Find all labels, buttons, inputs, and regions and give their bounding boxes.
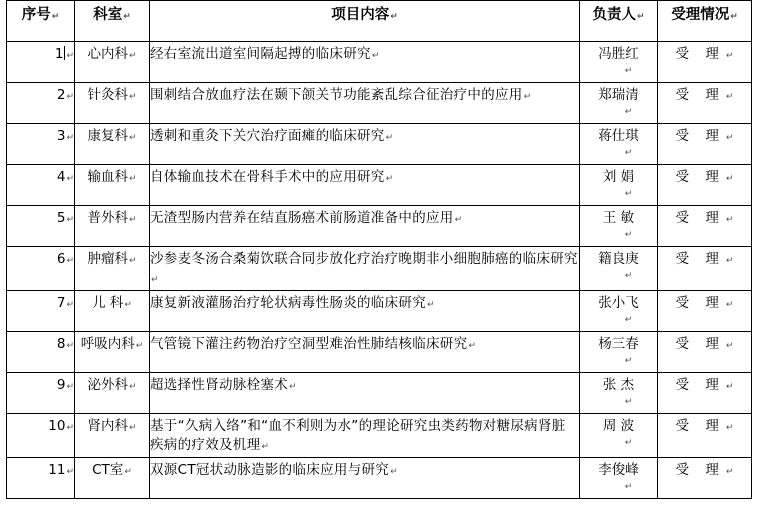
paragraph-mark-icon: ↵ bbox=[725, 256, 734, 266]
cell-status[interactable] bbox=[658, 373, 752, 414]
cell-no[interactable] bbox=[7, 414, 75, 458]
paragraph-mark-icon: ↵ bbox=[725, 215, 734, 225]
table-header-row bbox=[7, 1, 752, 42]
cell-project[interactable] bbox=[150, 165, 580, 206]
cell-dept[interactable] bbox=[75, 458, 150, 499]
paragraph-mark-icon: ↵ bbox=[66, 256, 74, 266]
cell-status-text: 受 理 bbox=[675, 169, 725, 185]
cell-no-text: 8 bbox=[56, 336, 66, 352]
cell-person[interactable] bbox=[580, 42, 658, 83]
cell-status[interactable] bbox=[658, 291, 752, 332]
cell-person-text: 蒋仕琪 bbox=[598, 128, 639, 144]
table-row bbox=[7, 124, 752, 165]
paragraph-mark-icon: ↵ bbox=[385, 133, 394, 143]
cell-person-text: 王 敏 bbox=[602, 210, 635, 226]
header-project-label: 项目内容 bbox=[331, 7, 390, 23]
table-row bbox=[7, 165, 752, 206]
cell-status[interactable] bbox=[658, 165, 752, 206]
paragraph-mark-icon: ↵ bbox=[730, 12, 738, 22]
paragraph-mark-icon: ↵ bbox=[51, 12, 60, 22]
cell-person-text: 李俊峰 bbox=[598, 462, 639, 478]
header-project bbox=[150, 1, 580, 42]
cell-dept[interactable] bbox=[75, 165, 150, 206]
paragraph-mark-icon: ↵ bbox=[468, 341, 476, 351]
paragraph-mark-icon: ↵ bbox=[624, 271, 633, 281]
paragraph-mark-icon: ↵ bbox=[390, 467, 398, 477]
table-row bbox=[7, 414, 752, 458]
paragraph-mark-icon: ↵ bbox=[385, 174, 394, 184]
cell-person-text: 杨三春 bbox=[598, 336, 639, 352]
cell-no[interactable] bbox=[7, 332, 75, 373]
cell-project-text: 基于“久病入络”和“血不利则为水”的理论研究虫类药物对糖尿病肾脏疾病的疗效及机理 bbox=[150, 418, 566, 453]
cell-project[interactable] bbox=[150, 414, 580, 458]
paragraph-mark-icon: ↵ bbox=[128, 423, 137, 433]
cell-project-text: 沙参麦冬汤合桑菊饮联合同步放化疗治疗晚期非小细胞肺癌的临床研究 bbox=[150, 251, 578, 267]
cell-person[interactable] bbox=[580, 247, 658, 291]
cell-dept-text: 儿 科 bbox=[92, 295, 124, 311]
cell-status-text: 受 理 bbox=[675, 46, 725, 62]
paragraph-mark-icon: ↵ bbox=[128, 215, 137, 225]
paragraph-mark-icon: ↵ bbox=[128, 174, 137, 184]
cell-dept-text: 针灸科 bbox=[87, 87, 128, 103]
paragraph-mark-icon: ↵ bbox=[66, 300, 74, 310]
paragraph-mark-icon: ↵ bbox=[624, 230, 633, 240]
table-row bbox=[7, 458, 752, 499]
paragraph-mark-icon: ↵ bbox=[128, 51, 137, 61]
cell-status-text: 受 理 bbox=[675, 87, 725, 103]
header-dept-label: 科室 bbox=[93, 7, 123, 23]
cell-no[interactable] bbox=[7, 124, 75, 165]
cell-dept[interactable] bbox=[75, 373, 150, 414]
cell-no-text: 5 bbox=[56, 210, 66, 226]
paragraph-mark-icon: ↵ bbox=[725, 174, 734, 184]
paragraph-mark-icon: ↵ bbox=[66, 215, 74, 225]
paragraph-mark-icon: ↵ bbox=[725, 382, 734, 392]
header-status-label: 受理情况 bbox=[671, 7, 730, 23]
cell-project-text: 双源CT冠状动脉造影的临床应用与研究 bbox=[150, 462, 390, 478]
cell-dept-text: 普外科 bbox=[87, 210, 128, 226]
cell-status-text: 受 理 bbox=[675, 128, 725, 144]
cell-status-text: 受 理 bbox=[675, 251, 725, 267]
paragraph-mark-icon: ↵ bbox=[128, 92, 137, 102]
cell-status[interactable] bbox=[658, 206, 752, 247]
cell-no-text: 2 bbox=[56, 87, 66, 103]
cell-no-text: 3 bbox=[56, 128, 66, 144]
cell-status[interactable] bbox=[658, 124, 752, 165]
cell-project[interactable] bbox=[150, 247, 580, 291]
paragraph-mark-icon: ↵ bbox=[66, 382, 74, 392]
paragraph-mark-icon: ↵ bbox=[523, 92, 532, 102]
cell-no-text: 9 bbox=[56, 377, 66, 393]
cell-no[interactable] bbox=[7, 291, 75, 332]
paragraph-mark-icon: ↵ bbox=[624, 189, 633, 199]
paragraph-mark-icon: ↵ bbox=[725, 467, 734, 477]
cell-dept-text: 肾内科 bbox=[87, 418, 128, 434]
cell-dept-text: 肿瘤科 bbox=[87, 251, 128, 267]
cell-no[interactable] bbox=[7, 42, 75, 83]
paragraph-mark-icon: ↵ bbox=[66, 51, 74, 61]
cell-person[interactable] bbox=[580, 332, 658, 373]
cell-dept[interactable] bbox=[75, 42, 150, 83]
cell-status-text: 受 理 bbox=[675, 462, 725, 478]
cell-project-text: 超选择性肾动脉栓塞术 bbox=[150, 377, 288, 393]
paragraph-mark-icon: ↵ bbox=[124, 300, 132, 310]
header-person-label: 负责人 bbox=[592, 7, 636, 23]
cell-no[interactable] bbox=[7, 373, 75, 414]
table-body bbox=[7, 42, 752, 499]
table-row bbox=[7, 373, 752, 414]
cell-dept[interactable] bbox=[75, 414, 150, 458]
cell-person[interactable] bbox=[580, 373, 658, 414]
paragraph-mark-icon: ↵ bbox=[66, 174, 74, 184]
cell-no-text: 7 bbox=[56, 295, 66, 311]
cell-person[interactable] bbox=[580, 124, 658, 165]
cell-project[interactable] bbox=[150, 332, 580, 373]
cell-person-text: 冯胜红 bbox=[598, 46, 639, 62]
cell-dept-text: 呼吸内科 bbox=[80, 336, 135, 352]
table-row bbox=[7, 83, 752, 124]
cell-dept[interactable] bbox=[75, 124, 150, 165]
paragraph-mark-icon: ↵ bbox=[725, 341, 734, 351]
cell-no-text: 10 bbox=[48, 418, 66, 434]
cell-no-text: 4 bbox=[56, 169, 66, 185]
cell-status-text: 受 理 bbox=[675, 210, 725, 226]
cell-dept-text: CT室 bbox=[92, 462, 124, 478]
table-row bbox=[7, 247, 752, 291]
cell-dept-text: 输血科 bbox=[87, 169, 128, 185]
cell-no[interactable] bbox=[7, 206, 75, 247]
cell-project-text: 围刺结合放血疗法在颞下颌关节功能紊乱综合征治疗中的应用 bbox=[150, 87, 523, 103]
header-person bbox=[580, 1, 658, 42]
paragraph-mark-icon: ↵ bbox=[128, 382, 137, 392]
paragraph-mark-icon: ↵ bbox=[725, 423, 734, 433]
cell-no-text: 1 bbox=[54, 46, 64, 62]
cell-no[interactable] bbox=[7, 458, 75, 499]
paragraph-mark-icon: ↵ bbox=[454, 215, 463, 225]
cell-project[interactable] bbox=[150, 458, 580, 499]
cell-project[interactable] bbox=[150, 206, 580, 247]
cell-no-text: 11 bbox=[48, 462, 66, 478]
cell-person-text: 籍良庚 bbox=[598, 251, 639, 267]
header-status bbox=[658, 1, 752, 42]
cell-dept-text: 泌外科 bbox=[87, 377, 128, 393]
header-dept bbox=[75, 1, 150, 42]
paragraph-mark-icon: ↵ bbox=[371, 51, 380, 61]
cell-no[interactable] bbox=[7, 83, 75, 124]
cell-project[interactable] bbox=[150, 124, 580, 165]
paragraph-mark-icon: ↵ bbox=[135, 341, 144, 351]
paragraph-mark-icon: ↵ bbox=[624, 397, 633, 407]
cell-project[interactable] bbox=[150, 291, 580, 332]
cell-status-text: 受 理 bbox=[675, 377, 725, 393]
cell-no[interactable] bbox=[7, 165, 75, 206]
paragraph-mark-icon: ↵ bbox=[624, 315, 633, 325]
cell-project-text: 康复新液灌肠治疗轮状病毒性肠炎的临床研究 bbox=[150, 295, 426, 311]
cell-status[interactable] bbox=[658, 332, 752, 373]
header-no-label: 序号 bbox=[21, 7, 51, 23]
cell-person[interactable] bbox=[580, 165, 658, 206]
table-row bbox=[7, 206, 752, 247]
paragraph-mark-icon: ↵ bbox=[624, 107, 633, 117]
paragraph-mark-icon: ↵ bbox=[151, 275, 159, 285]
cell-status[interactable] bbox=[658, 458, 752, 499]
paragraph-mark-icon: ↵ bbox=[261, 442, 269, 452]
cell-status-text: 受 理 bbox=[675, 418, 725, 434]
cell-status-text: 受 理 bbox=[675, 336, 725, 352]
paragraph-mark-icon: ↵ bbox=[128, 256, 137, 266]
paragraph-mark-icon: ↵ bbox=[289, 382, 297, 392]
paragraph-mark-icon: ↵ bbox=[124, 467, 132, 477]
cell-status[interactable] bbox=[658, 83, 752, 124]
cell-no-text: 6 bbox=[56, 251, 66, 267]
paragraph-mark-icon: ↵ bbox=[390, 12, 398, 22]
cell-dept[interactable] bbox=[75, 247, 150, 291]
cell-project-text: 自体输血技术在骨科手术中的应用研究 bbox=[150, 169, 385, 185]
paragraph-mark-icon: ↵ bbox=[636, 12, 645, 22]
cell-person[interactable] bbox=[580, 83, 658, 124]
cell-project-text: 透刺和重灸下关穴治疗面瘫的临床研究 bbox=[150, 128, 385, 144]
paragraph-mark-icon: ↵ bbox=[725, 133, 734, 143]
table-row bbox=[7, 42, 752, 83]
paragraph-mark-icon: ↵ bbox=[624, 148, 633, 158]
paragraph-mark-icon: ↵ bbox=[725, 51, 734, 61]
cell-project[interactable] bbox=[150, 83, 580, 124]
cell-person[interactable] bbox=[580, 291, 658, 332]
table-row bbox=[7, 332, 752, 373]
paragraph-mark-icon: ↵ bbox=[66, 467, 74, 477]
paragraph-mark-icon: ↵ bbox=[725, 300, 734, 310]
cell-project-text: 经右室流出道室间隔起搏的临床研究 bbox=[150, 46, 371, 62]
cell-dept[interactable] bbox=[75, 206, 150, 247]
header-no bbox=[7, 1, 75, 42]
cell-person-text: 周 波 bbox=[602, 418, 635, 434]
cell-status-text: 受 理 bbox=[675, 295, 725, 311]
cell-status[interactable] bbox=[658, 414, 752, 458]
paragraph-mark-icon: ↵ bbox=[624, 438, 633, 448]
cell-no[interactable] bbox=[7, 247, 75, 291]
cell-person[interactable] bbox=[580, 414, 658, 458]
cell-person[interactable] bbox=[580, 458, 658, 499]
paragraph-mark-icon: ↵ bbox=[128, 133, 137, 143]
paragraph-mark-icon: ↵ bbox=[624, 356, 633, 366]
cell-person-text: 张 杰 bbox=[602, 377, 635, 393]
paragraph-mark-icon: ↵ bbox=[66, 341, 74, 351]
paragraph-mark-icon: ↵ bbox=[123, 12, 131, 22]
cell-project-text: 无渣型肠内营养在结直肠癌术前肠道准备中的应用 bbox=[150, 210, 454, 226]
text-cursor bbox=[64, 46, 65, 60]
cell-project-text: 气管镜下灌注药物治疗空洞型难治性肺结核临床研究 bbox=[150, 336, 468, 352]
cell-dept-text: 康复科 bbox=[87, 128, 128, 144]
paragraph-mark-icon: ↵ bbox=[624, 66, 633, 76]
paragraph-mark-icon: ↵ bbox=[427, 300, 435, 310]
table-row bbox=[7, 291, 752, 332]
cell-person-text: 郑瑞清 bbox=[598, 87, 639, 103]
paragraph-mark-icon: ↵ bbox=[66, 133, 74, 143]
cell-status[interactable] bbox=[658, 42, 752, 83]
cell-person-text: 刘 娟 bbox=[602, 169, 635, 185]
cell-dept[interactable] bbox=[75, 332, 150, 373]
cell-dept-text: 心内科 bbox=[87, 46, 128, 62]
cell-dept[interactable] bbox=[75, 291, 150, 332]
cell-person[interactable] bbox=[580, 206, 658, 247]
cell-project[interactable] bbox=[150, 42, 580, 83]
cell-dept[interactable] bbox=[75, 83, 150, 124]
paragraph-mark-icon: ↵ bbox=[624, 482, 633, 492]
cell-project[interactable] bbox=[150, 373, 580, 414]
cell-person-text: 张小飞 bbox=[598, 295, 639, 311]
paragraph-mark-icon: ↵ bbox=[725, 92, 734, 102]
research-project-table bbox=[6, 0, 752, 499]
paragraph-mark-icon: ↵ bbox=[66, 423, 74, 433]
cell-status[interactable] bbox=[658, 247, 752, 291]
paragraph-mark-icon: ↵ bbox=[66, 92, 74, 102]
